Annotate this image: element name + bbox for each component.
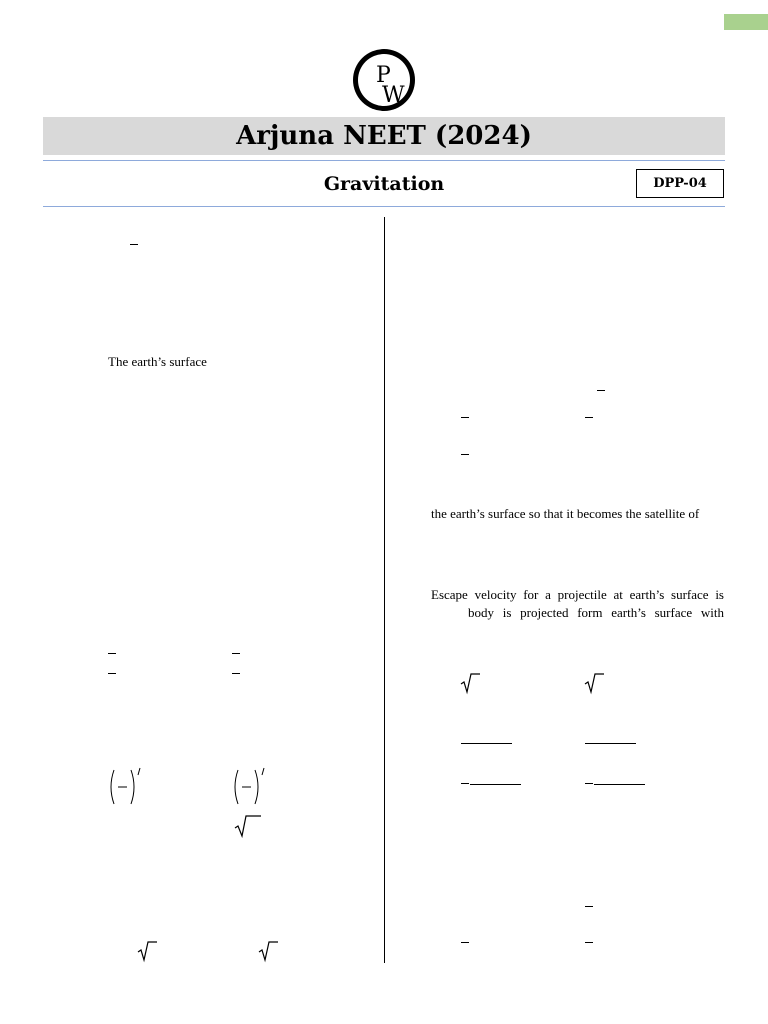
fraction-bar — [597, 390, 605, 391]
square-root-symbol — [460, 672, 482, 694]
fraction-bar — [585, 417, 593, 418]
right-text-escape-velocity: Escape velocity for a projectile at earth’s surface is — [431, 587, 724, 602]
fraction-bar-long — [470, 784, 521, 785]
square-root-symbol — [584, 672, 606, 694]
course-title: Arjuna NEET (2024) — [43, 117, 725, 155]
right-text-satellite: the earth’s surface so that it becomes the satellite of — [431, 506, 700, 521]
header-rule-bottom — [43, 206, 725, 207]
bracket-fraction-expression — [230, 764, 270, 810]
fraction-bar — [232, 673, 240, 674]
left-text-earth-surface: The earth’s surface — [108, 354, 207, 369]
fraction-bar — [461, 454, 469, 455]
subject-title: Gravitation — [323, 173, 445, 195]
fraction-bar-long — [594, 784, 645, 785]
fraction-bar — [108, 653, 116, 654]
fraction-bar — [585, 783, 593, 784]
fraction-bar — [108, 673, 116, 674]
fraction-bar — [461, 783, 469, 784]
logo-letter-p: P — [376, 63, 391, 88]
square-root-symbol — [258, 940, 280, 962]
fraction-bar — [461, 942, 469, 943]
fraction-bar — [585, 942, 593, 943]
bracket-fraction-expression — [106, 764, 146, 810]
fraction-bar-long — [461, 743, 512, 744]
fraction-bar — [232, 653, 240, 654]
fraction-bar — [461, 417, 469, 418]
right-text-projected-body: body is projected form earth’s surface with — [468, 605, 724, 620]
header-rule-top — [43, 160, 725, 161]
corner-tab — [724, 14, 768, 30]
logo-letter-w: W — [382, 83, 405, 108]
fraction-bar — [130, 244, 138, 245]
square-root-symbol — [137, 940, 159, 962]
column-divider — [384, 217, 385, 963]
dpp-label: DPP-04 — [636, 169, 724, 198]
pw-logo — [352, 48, 416, 112]
fraction-bar-long — [585, 743, 636, 744]
square-root-symbol — [234, 814, 262, 838]
fraction-bar — [585, 906, 593, 907]
